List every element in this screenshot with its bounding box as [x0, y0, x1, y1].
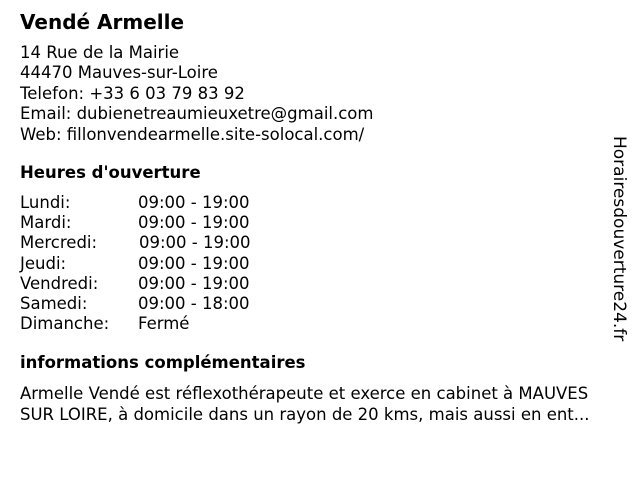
- email-line: Email: dubienetreaumieuxetre@gmail.com: [20, 104, 374, 124]
- time-range: 09:00 - 19:00: [138, 193, 250, 212]
- time-range: 09:00 - 18:00: [138, 293, 250, 313]
- address-street: 14 Rue de la Mairie: [20, 43, 180, 62]
- day-label: Dimanche:: [20, 314, 110, 334]
- business-name: Vendé Armelle: [20, 10, 185, 34]
- contact-block: [20, 43, 373, 145]
- time-range: Fermé: [138, 314, 190, 334]
- day-label: Jeudi:: [20, 253, 67, 273]
- time-range: 09:00 - 19:00: [139, 233, 251, 253]
- time-range: 09:00 - 19:00: [138, 213, 250, 233]
- web-line: Web: fillonvendearmelle.site-solocal.com/: [20, 124, 365, 144]
- address-city: 44470 Mauves-sur-Loire: [20, 63, 218, 83]
- description-text: [20, 384, 590, 425]
- day-label: Mardi:: [20, 213, 72, 233]
- opening-hours-heading: Heures d'ouverture: [20, 163, 201, 182]
- time-range: 09:00 - 19:00: [138, 253, 250, 273]
- day-label: Vendredi:: [20, 273, 99, 293]
- day-label: Lundi:: [20, 193, 71, 212]
- site-watermark: Horairesdouverture24.fr: [609, 136, 629, 342]
- time-range: 09:00 - 19:00: [138, 273, 250, 293]
- day-label: Mercredi:: [20, 233, 98, 253]
- description-line-2: SUR LOIRE, à domicile dans un rayon de 20 kms, mais aussi en ent...: [20, 404, 590, 424]
- phone-line: Telefon: +33 6 03 79 83 92: [20, 83, 245, 103]
- additional-info-heading: informations complémentaires: [20, 353, 306, 372]
- day-label: Samedi:: [20, 293, 88, 313]
- description-line-1: Armelle Vendé est réflexothérapeute et exerce en cabinet à MAUVES: [20, 384, 589, 403]
